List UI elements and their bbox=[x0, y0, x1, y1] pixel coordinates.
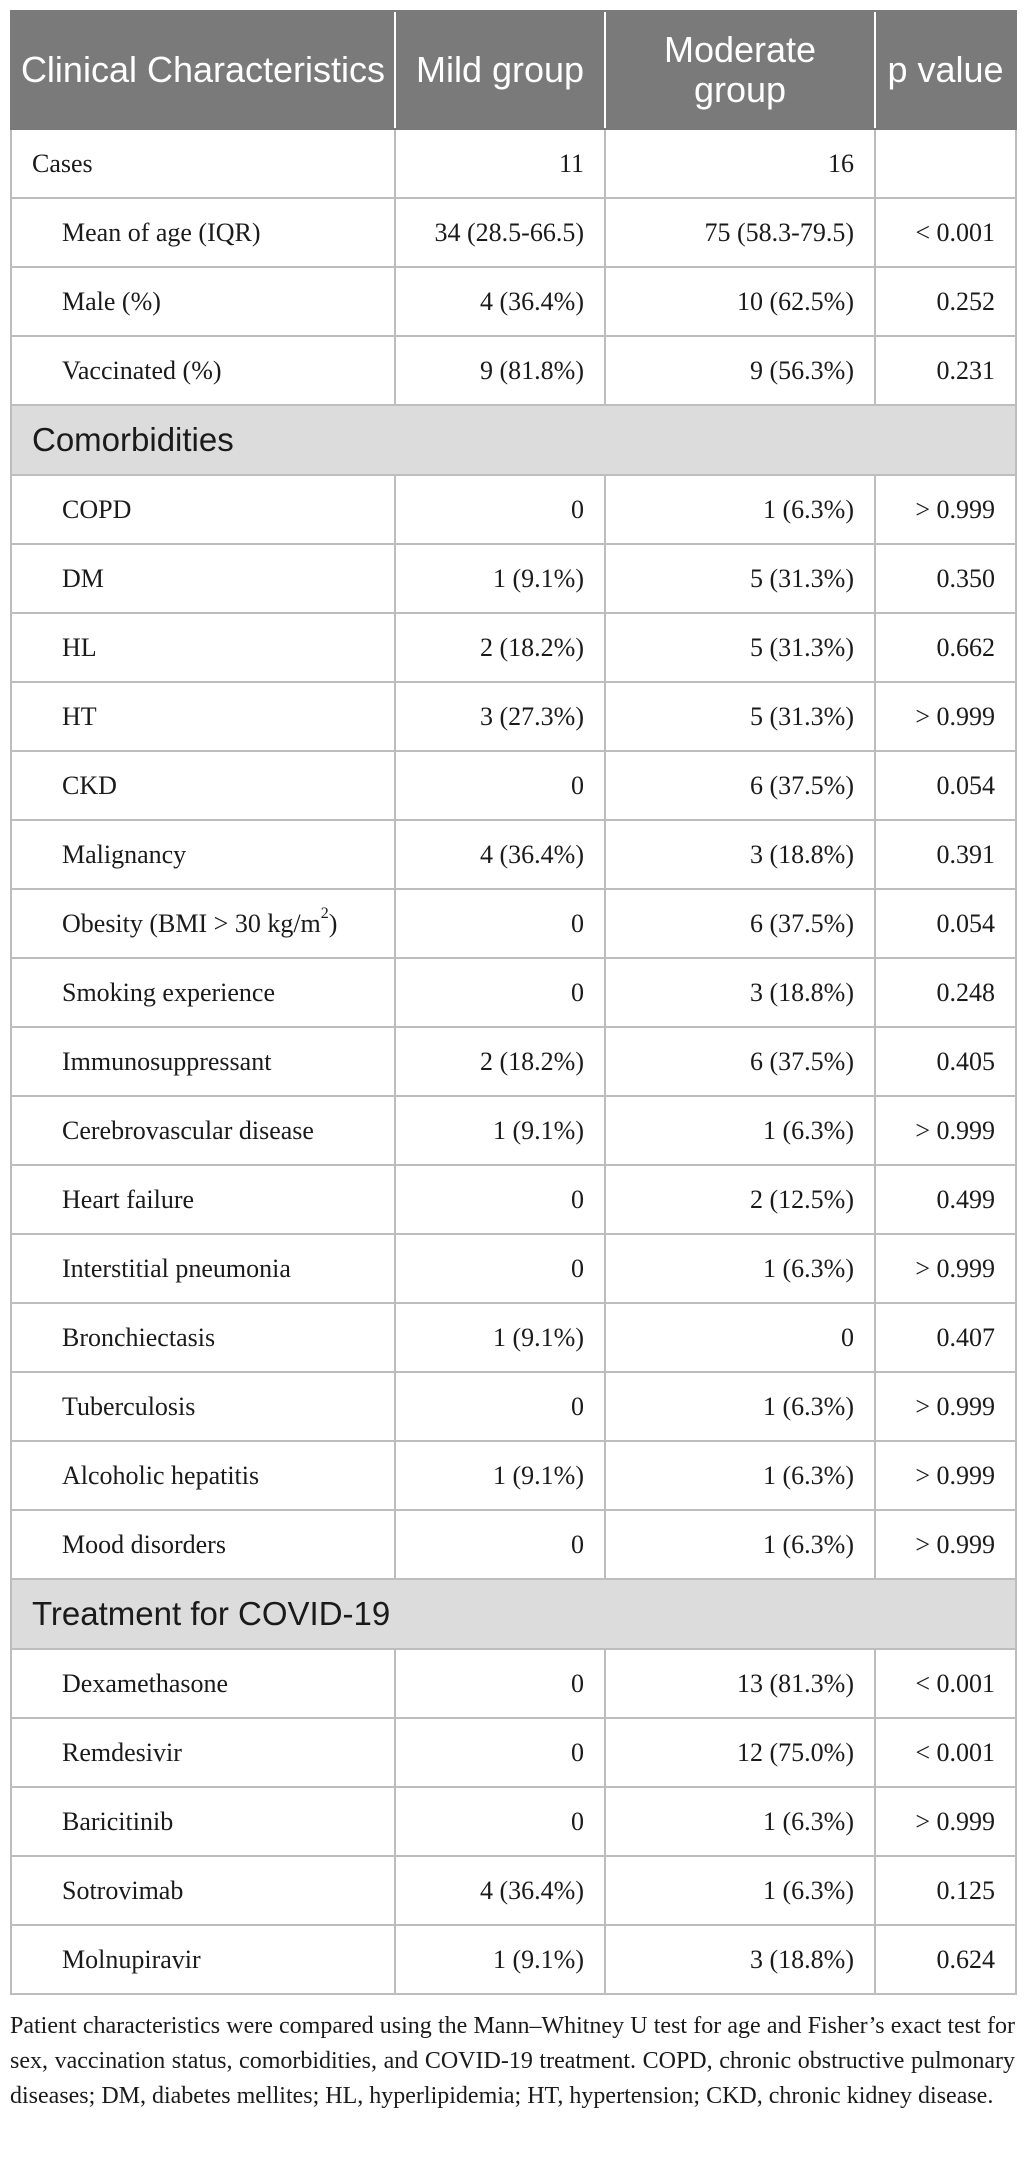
section-title-treatment: Treatment for COVID-19 bbox=[11, 1579, 1016, 1649]
table-row bbox=[11, 1925, 1016, 1994]
table-row bbox=[11, 958, 1016, 1027]
moderate-value: 1 (6.3%) bbox=[605, 1441, 875, 1510]
table-row bbox=[11, 1718, 1016, 1787]
p-value: < 0.001 bbox=[875, 1649, 1016, 1718]
row-label: Male (%) bbox=[11, 267, 395, 336]
mild-value: 0 bbox=[395, 751, 605, 820]
p-value: > 0.999 bbox=[875, 1234, 1016, 1303]
table-row bbox=[11, 1096, 1016, 1165]
row-label: DM bbox=[11, 544, 395, 613]
row-label: Mood disorders bbox=[11, 1510, 395, 1579]
mild-value: 0 bbox=[395, 1718, 605, 1787]
mild-value: 3 (27.3%) bbox=[395, 682, 605, 751]
p-value: 0.407 bbox=[875, 1303, 1016, 1372]
table-row bbox=[11, 1441, 1016, 1510]
moderate-value: 5 (31.3%) bbox=[605, 613, 875, 682]
row-label: Immunosuppressant bbox=[11, 1027, 395, 1096]
row-label: HL bbox=[11, 613, 395, 682]
p-value: 0.350 bbox=[875, 544, 1016, 613]
row-label: Alcoholic hepatitis bbox=[11, 1441, 395, 1510]
mild-value: 4 (36.4%) bbox=[395, 267, 605, 336]
mild-value: 9 (81.8%) bbox=[395, 336, 605, 405]
moderate-value: 2 (12.5%) bbox=[605, 1165, 875, 1234]
mild-value: 4 (36.4%) bbox=[395, 820, 605, 889]
p-value: 0.125 bbox=[875, 1856, 1016, 1925]
moderate-value: 1 (6.3%) bbox=[605, 1096, 875, 1165]
table-row bbox=[11, 820, 1016, 889]
mild-value: 1 (9.1%) bbox=[395, 1925, 605, 1994]
row-label: Mean of age (IQR) bbox=[11, 198, 395, 267]
row-label: Malignancy bbox=[11, 820, 395, 889]
mild-value: 0 bbox=[395, 1372, 605, 1441]
moderate-value: 3 (18.8%) bbox=[605, 1925, 875, 1994]
mild-value: 1 (9.1%) bbox=[395, 544, 605, 613]
mild-value: 0 bbox=[395, 958, 605, 1027]
mild-value: 0 bbox=[395, 1787, 605, 1856]
moderate-value: 6 (37.5%) bbox=[605, 1027, 875, 1096]
p-value: 0.054 bbox=[875, 889, 1016, 958]
table-row bbox=[11, 198, 1016, 267]
moderate-value: 1 (6.3%) bbox=[605, 1856, 875, 1925]
p-value: 0.054 bbox=[875, 751, 1016, 820]
table-row bbox=[11, 1510, 1016, 1579]
moderate-value: 1 (6.3%) bbox=[605, 1234, 875, 1303]
p-value: 0.252 bbox=[875, 267, 1016, 336]
mild-value: 0 bbox=[395, 889, 605, 958]
moderate-value: 1 (6.3%) bbox=[605, 1372, 875, 1441]
row-label: Sotrovimab bbox=[11, 1856, 395, 1925]
row-label: Dexamethasone bbox=[11, 1649, 395, 1718]
mild-value: 0 bbox=[395, 1165, 605, 1234]
moderate-value: 0 bbox=[605, 1303, 875, 1372]
p-value: 0.391 bbox=[875, 820, 1016, 889]
table-row bbox=[11, 613, 1016, 682]
obesity-label-text: Obesity (BMI > 30 kg/m bbox=[62, 908, 321, 938]
mild-value: 4 (36.4%) bbox=[395, 1856, 605, 1925]
moderate-value: 3 (18.8%) bbox=[605, 820, 875, 889]
moderate-value: 9 (56.3%) bbox=[605, 336, 875, 405]
p-value: > 0.999 bbox=[875, 682, 1016, 751]
mild-value: 0 bbox=[395, 475, 605, 544]
row-label: Bronchiectasis bbox=[11, 1303, 395, 1372]
table-row bbox=[11, 1372, 1016, 1441]
mild-value: 2 (18.2%) bbox=[395, 1027, 605, 1096]
header-row bbox=[11, 11, 1016, 129]
row-label: Cerebrovascular disease bbox=[11, 1096, 395, 1165]
mild-value: 1 (9.1%) bbox=[395, 1096, 605, 1165]
row-label: Vaccinated (%) bbox=[11, 336, 395, 405]
table-row bbox=[11, 1165, 1016, 1234]
row-label-obesity bbox=[11, 889, 395, 958]
p-value: > 0.999 bbox=[875, 475, 1016, 544]
row-label: CKD bbox=[11, 751, 395, 820]
row-label: Remdesivir bbox=[11, 1718, 395, 1787]
section-title-comorbidities: Comorbidities bbox=[11, 405, 1016, 475]
moderate-value: 6 (37.5%) bbox=[605, 889, 875, 958]
mild-value: 1 (9.1%) bbox=[395, 1303, 605, 1372]
moderate-value: 75 (58.3-79.5) bbox=[605, 198, 875, 267]
mild-value: 1 (9.1%) bbox=[395, 1441, 605, 1510]
mild-value: 34 (28.5-66.5) bbox=[395, 198, 605, 267]
moderate-value: 5 (31.3%) bbox=[605, 544, 875, 613]
superscript: 2 bbox=[320, 904, 329, 922]
table-row bbox=[11, 1649, 1016, 1718]
row-label: Smoking experience bbox=[11, 958, 395, 1027]
row-label: Cases bbox=[11, 129, 395, 198]
row-label: Interstitial pneumonia bbox=[11, 1234, 395, 1303]
moderate-value: 12 (75.0%) bbox=[605, 1718, 875, 1787]
row-label: Heart failure bbox=[11, 1165, 395, 1234]
table-row bbox=[11, 1303, 1016, 1372]
table-row bbox=[11, 544, 1016, 613]
p-value: 0.662 bbox=[875, 613, 1016, 682]
table-row bbox=[11, 1856, 1016, 1925]
header-p-value: p value bbox=[875, 11, 1016, 129]
mild-value: 0 bbox=[395, 1649, 605, 1718]
moderate-value: 6 (37.5%) bbox=[605, 751, 875, 820]
p-value: 0.231 bbox=[875, 336, 1016, 405]
moderate-value: 13 (81.3%) bbox=[605, 1649, 875, 1718]
table-row bbox=[11, 889, 1016, 958]
p-value: 0.624 bbox=[875, 1925, 1016, 1994]
table-row bbox=[11, 475, 1016, 544]
mild-value: 2 (18.2%) bbox=[395, 613, 605, 682]
table-row bbox=[11, 751, 1016, 820]
header-mild-group: Mild group bbox=[395, 11, 605, 129]
p-value: > 0.999 bbox=[875, 1441, 1016, 1510]
p-value: > 0.999 bbox=[875, 1096, 1016, 1165]
row-label: HT bbox=[11, 682, 395, 751]
obesity-label-suffix: ) bbox=[328, 908, 338, 938]
table-container bbox=[10, 10, 1015, 2138]
table-row bbox=[11, 1027, 1016, 1096]
moderate-value: 1 (6.3%) bbox=[605, 475, 875, 544]
table-row bbox=[11, 682, 1016, 751]
clinical-characteristics-table bbox=[10, 10, 1017, 1995]
mild-value: 0 bbox=[395, 1234, 605, 1303]
p-value: > 0.999 bbox=[875, 1510, 1016, 1579]
table-footnote: Patient characteristics were compared using the Mann–Whitney U test for age and Fisher’s exact test for sex, vaccination status, comorbidities, and COVID-19 treatment. COPD, chronic obstructive pulmonary diseases; DM, diabetes mellites; HL, hyperlipidemia; HT, hypertension; CKD, chronic kidney disease. bbox=[10, 2013, 1015, 2109]
section-header-row bbox=[11, 1579, 1016, 1649]
table-row bbox=[11, 1234, 1016, 1303]
p-value: > 0.999 bbox=[875, 1787, 1016, 1856]
row-label: COPD bbox=[11, 475, 395, 544]
moderate-value: 1 (6.3%) bbox=[605, 1510, 875, 1579]
row-label: Molnupiravir bbox=[11, 1925, 395, 1994]
p-value: 0.499 bbox=[875, 1165, 1016, 1234]
mild-value: 0 bbox=[395, 1510, 605, 1579]
p-value: 0.405 bbox=[875, 1027, 1016, 1096]
section-header-row bbox=[11, 405, 1016, 475]
moderate-value: 5 (31.3%) bbox=[605, 682, 875, 751]
row-label: Baricitinib bbox=[11, 1787, 395, 1856]
p-value: 0.248 bbox=[875, 958, 1016, 1027]
p-value: < 0.001 bbox=[875, 1718, 1016, 1787]
table-row bbox=[11, 267, 1016, 336]
mild-value: 11 bbox=[395, 129, 605, 198]
p-value: < 0.001 bbox=[875, 198, 1016, 267]
row-label: Tuberculosis bbox=[11, 1372, 395, 1441]
moderate-value: 10 (62.5%) bbox=[605, 267, 875, 336]
moderate-value: 3 (18.8%) bbox=[605, 958, 875, 1027]
header-moderate-group: Moderate group bbox=[605, 11, 875, 129]
table-row bbox=[11, 336, 1016, 405]
moderate-value: 16 bbox=[605, 129, 875, 198]
header-clinical-characteristics: Clinical Characteristics bbox=[11, 11, 395, 129]
moderate-value: 1 (6.3%) bbox=[605, 1787, 875, 1856]
p-value: > 0.999 bbox=[875, 1372, 1016, 1441]
table-row bbox=[11, 1787, 1016, 1856]
p-value bbox=[875, 129, 1016, 198]
table-row bbox=[11, 129, 1016, 198]
